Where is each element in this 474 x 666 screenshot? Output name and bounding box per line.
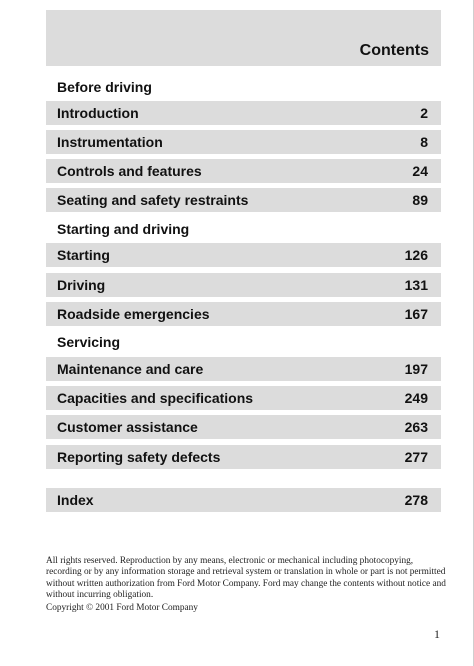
toc-entry-page: 249 — [404, 390, 428, 406]
toc-entry-page: 167 — [404, 306, 428, 322]
toc-entry-index[interactable] — [46, 488, 441, 512]
contents-header-bar — [46, 10, 441, 66]
toc-entry-label: Customer assistance — [57, 419, 198, 435]
toc-entry-maintenance-and-care[interactable] — [46, 357, 441, 381]
toc-entry-page: 24 — [412, 163, 428, 179]
toc-entry-page: 278 — [404, 492, 428, 508]
toc-entry-page: 263 — [404, 419, 428, 435]
toc-entry-seating-and-safety-restraints[interactable] — [46, 188, 441, 212]
toc-entry-label: Instrumentation — [57, 134, 163, 150]
toc-entry-controls-and-features[interactable] — [46, 159, 441, 183]
toc-entry-instrumentation[interactable] — [46, 130, 441, 154]
page-number: 1 — [434, 627, 440, 641]
toc-entry-label: Seating and safety restraints — [57, 192, 249, 208]
page-title: Contents — [359, 42, 429, 59]
toc-entry-label: Index — [57, 492, 94, 508]
section-heading-before-driving: Before driving — [57, 79, 152, 95]
toc-entry-label: Controls and features — [57, 163, 202, 179]
toc-entry-page: 277 — [404, 449, 428, 465]
toc-entry-driving[interactable] — [46, 273, 441, 297]
section-heading-servicing: Servicing — [57, 334, 121, 350]
toc-entry-page: 197 — [404, 361, 428, 377]
legal-notice: All rights reserved. Reproduction by any means, electronic or mechanical including photocopying, recording or by any information storage and retrieval system or translation in whole or part is not permitted without written authorization from Ford Motor Company. Ford may change the contents without notice and without incurring obligation. — [46, 556, 446, 600]
toc-entry-roadside-emergencies[interactable] — [46, 302, 441, 326]
copyright-notice: Copyright © 2001 Ford Motor Company — [46, 603, 198, 613]
toc-entry-page: 8 — [420, 134, 428, 150]
toc-entry-label: Maintenance and care — [57, 361, 204, 377]
toc-entry-introduction[interactable] — [46, 101, 441, 125]
toc-entry-page: 126 — [404, 247, 428, 263]
toc-entry-starting[interactable] — [46, 243, 441, 267]
toc-entry-label: Driving — [57, 277, 106, 293]
toc-entry-customer-assistance[interactable] — [46, 415, 441, 439]
toc-entry-label: Capacities and specifications — [57, 390, 254, 406]
toc-entry-page: 131 — [404, 277, 428, 293]
toc-entry-label: Reporting safety defects — [57, 449, 221, 465]
toc-entry-page: 89 — [412, 192, 428, 208]
toc-entry-capacities-and-specifications[interactable] — [46, 386, 441, 410]
toc-entry-label: Starting — [57, 247, 110, 263]
section-heading-starting-and-driving: Starting and driving — [57, 221, 190, 237]
toc-entry-reporting-safety-defects[interactable] — [46, 445, 441, 469]
toc-entry-page: 2 — [420, 105, 428, 121]
toc-entry-label: Introduction — [57, 105, 139, 121]
toc-entry-label: Roadside emergencies — [57, 306, 210, 322]
